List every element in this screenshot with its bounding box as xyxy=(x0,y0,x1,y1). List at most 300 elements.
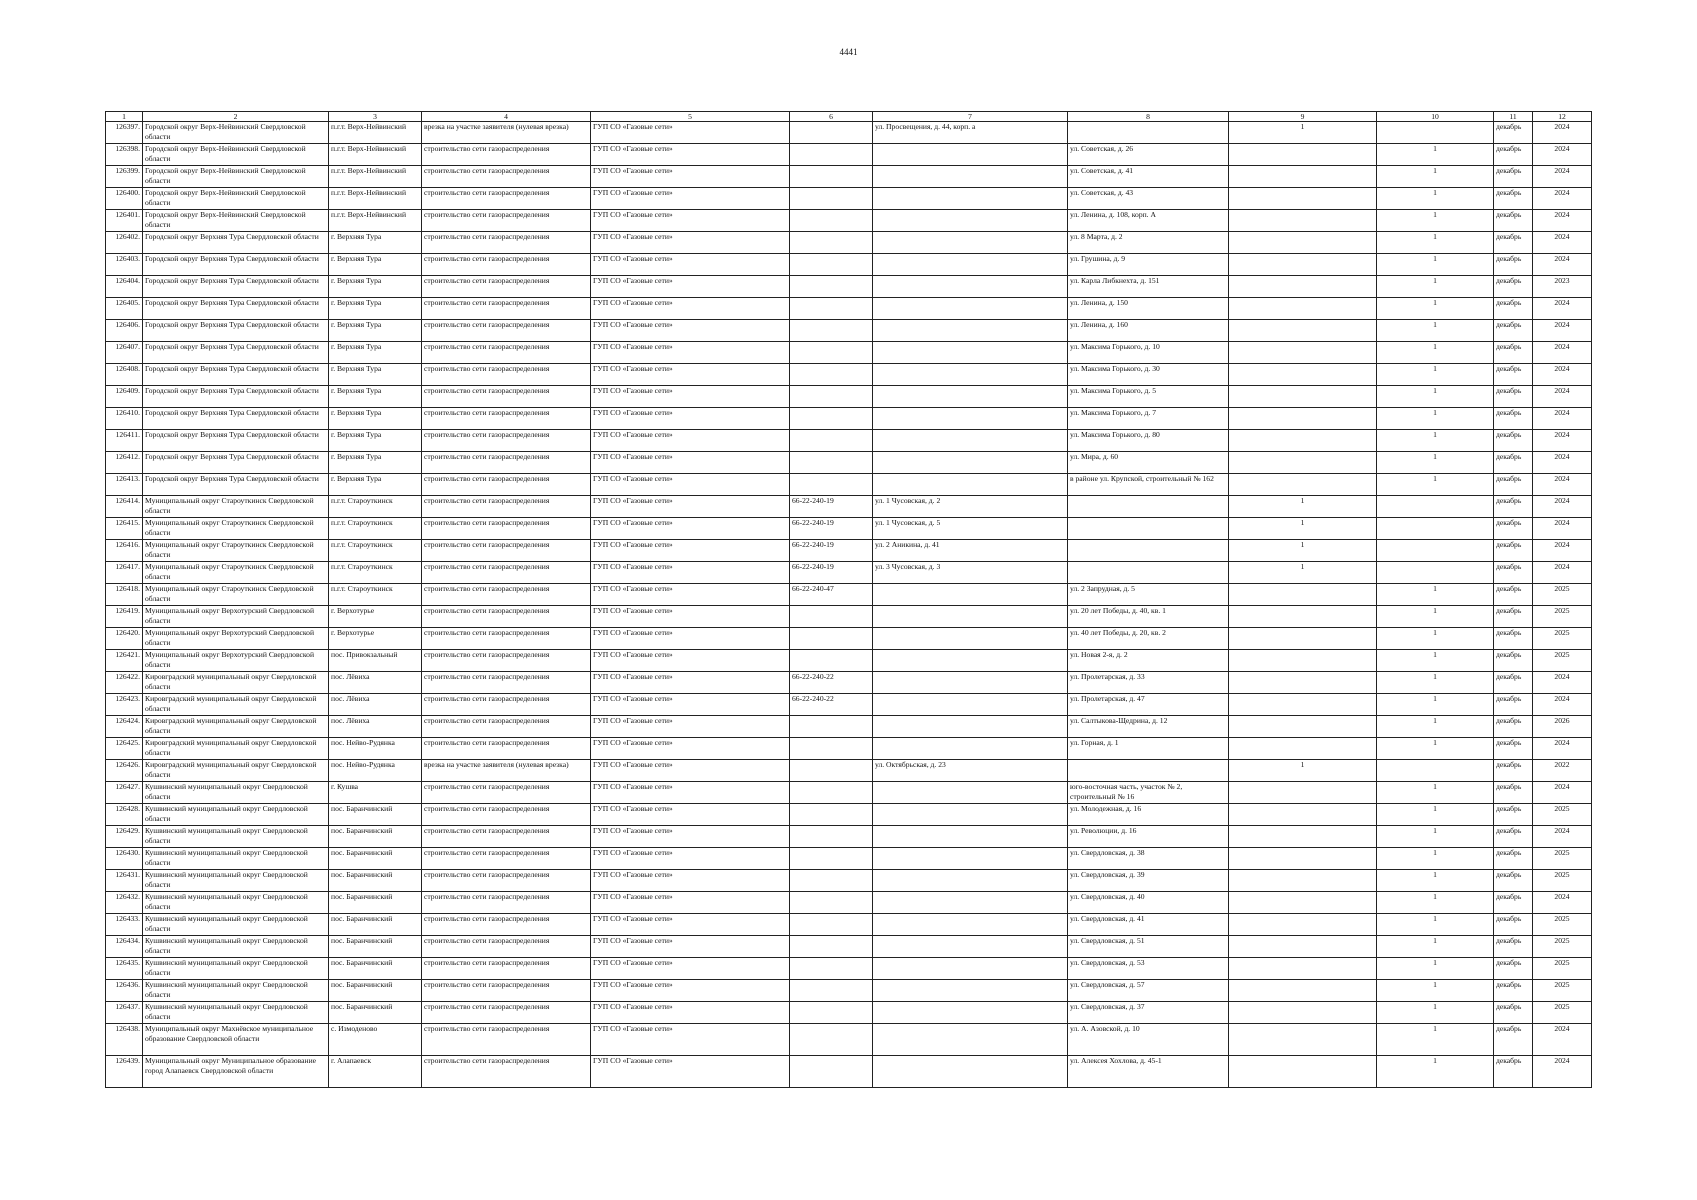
month-cell: декабрь xyxy=(1494,980,1533,1002)
code-cell xyxy=(790,1024,873,1056)
count-col9-cell xyxy=(1229,738,1377,760)
locality-cell: п.г.т. Верх-Нейвинский xyxy=(329,122,422,144)
work-type-cell: строительство сети газораспределения xyxy=(422,1024,591,1056)
count-col10-cell: 1 xyxy=(1377,980,1494,1002)
municipality-cell: Городской округ Верхняя Тура Свердловской области xyxy=(143,342,329,364)
locality-cell: пос. Нейво-Рудянка xyxy=(329,760,422,782)
table-row xyxy=(106,628,1592,650)
row-number: 126435. xyxy=(106,958,143,980)
row-number: 126425. xyxy=(106,738,143,760)
row-number: 126397. xyxy=(106,122,143,144)
locality-cell: п.г.т. Староуткинск xyxy=(329,540,422,562)
row-number: 126420. xyxy=(106,628,143,650)
table-row xyxy=(106,870,1592,892)
code-cell xyxy=(790,650,873,672)
work-type-cell: строительство сети газораспределения xyxy=(422,540,591,562)
locality-cell: г. Верхняя Тура xyxy=(329,408,422,430)
code-cell xyxy=(790,188,873,210)
operator-cell: ГУП СО «Газовые сети» xyxy=(591,474,790,496)
operator-cell: ГУП СО «Газовые сети» xyxy=(591,1056,790,1088)
work-type-cell: строительство сети газораспределения xyxy=(422,166,591,188)
address-col7-cell xyxy=(873,650,1068,672)
locality-cell: пос. Привокзальный xyxy=(329,650,422,672)
municipality-cell: Кировградский муниципальный округ Свердловской области xyxy=(143,694,329,716)
row-number: 126413. xyxy=(106,474,143,496)
address-col7-cell xyxy=(873,144,1068,166)
address-col8-cell: ул. Ленина, д. 150 xyxy=(1068,298,1229,320)
month-cell: декабрь xyxy=(1494,320,1533,342)
municipality-cell: Городской округ Верхняя Тура Свердловской области xyxy=(143,474,329,496)
count-col9-cell: 1 xyxy=(1229,760,1377,782)
work-type-cell: строительство сети газораспределения xyxy=(422,188,591,210)
year-cell: 2025 xyxy=(1533,650,1592,672)
work-type-cell: строительство сети газораспределения xyxy=(422,870,591,892)
month-cell: декабрь xyxy=(1494,892,1533,914)
count-col9-cell xyxy=(1229,364,1377,386)
municipality-cell: Кировградский муниципальный округ Свердловской области xyxy=(143,672,329,694)
code-cell xyxy=(790,892,873,914)
column-number: 8 xyxy=(1068,112,1229,122)
count-col9-cell: 1 xyxy=(1229,540,1377,562)
municipality-cell: Городской округ Верхняя Тура Свердловской области xyxy=(143,430,329,452)
year-cell: 2025 xyxy=(1533,606,1592,628)
column-number: 12 xyxy=(1533,112,1592,122)
operator-cell: ГУП СО «Газовые сети» xyxy=(591,166,790,188)
operator-cell: ГУП СО «Газовые сети» xyxy=(591,914,790,936)
table-row xyxy=(106,188,1592,210)
locality-cell: г. Верхняя Тура xyxy=(329,276,422,298)
work-type-cell: строительство сети газораспределения xyxy=(422,826,591,848)
month-cell: декабрь xyxy=(1494,870,1533,892)
table-row xyxy=(106,430,1592,452)
count-col9-cell: 1 xyxy=(1229,562,1377,584)
row-number: 126426. xyxy=(106,760,143,782)
address-col8-cell: ул. 2 Запрудная, д. 5 xyxy=(1068,584,1229,606)
code-cell xyxy=(790,848,873,870)
register-body xyxy=(106,112,1592,1088)
operator-cell: ГУП СО «Газовые сети» xyxy=(591,364,790,386)
code-cell xyxy=(790,826,873,848)
locality-cell: п.г.т. Староуткинск xyxy=(329,562,422,584)
year-cell: 2024 xyxy=(1533,210,1592,232)
row-number: 126431. xyxy=(106,870,143,892)
table-row xyxy=(106,320,1592,342)
work-type-cell: строительство сети газораспределения xyxy=(422,276,591,298)
operator-cell: ГУП СО «Газовые сети» xyxy=(591,452,790,474)
locality-cell: г. Верхняя Тура xyxy=(329,386,422,408)
count-col9-cell xyxy=(1229,232,1377,254)
operator-cell: ГУП СО «Газовые сети» xyxy=(591,122,790,144)
month-cell: декабрь xyxy=(1494,804,1533,826)
count-col9-cell xyxy=(1229,848,1377,870)
count-col9-cell xyxy=(1229,474,1377,496)
count-col10-cell: 1 xyxy=(1377,914,1494,936)
year-cell: 2024 xyxy=(1533,166,1592,188)
work-type-cell: строительство сети газораспределения xyxy=(422,386,591,408)
address-col7-cell xyxy=(873,430,1068,452)
count-col10-cell: 1 xyxy=(1377,320,1494,342)
locality-cell: п.г.т. Верх-Нейвинский xyxy=(329,188,422,210)
month-cell: декабрь xyxy=(1494,694,1533,716)
year-cell: 2025 xyxy=(1533,1002,1592,1024)
row-number: 126402. xyxy=(106,232,143,254)
count-col10-cell: 1 xyxy=(1377,232,1494,254)
locality-cell: пос. Баранчинский xyxy=(329,1002,422,1024)
address-col7-cell: ул. 1 Чусовская, д. 5 xyxy=(873,518,1068,540)
address-col7-cell: ул. 3 Чусовская, д. 3 xyxy=(873,562,1068,584)
row-number: 126411. xyxy=(106,430,143,452)
count-col9-cell xyxy=(1229,188,1377,210)
work-type-cell: строительство сети газораспределения xyxy=(422,1002,591,1024)
code-cell: 66-22-240-22 xyxy=(790,672,873,694)
operator-cell: ГУП СО «Газовые сети» xyxy=(591,936,790,958)
month-cell: декабрь xyxy=(1494,958,1533,980)
address-col8-cell: ул. Максима Горького, д. 5 xyxy=(1068,386,1229,408)
table-row xyxy=(106,804,1592,826)
year-cell: 2024 xyxy=(1533,320,1592,342)
operator-cell: ГУП СО «Газовые сети» xyxy=(591,958,790,980)
code-cell xyxy=(790,1056,873,1088)
year-cell: 2024 xyxy=(1533,408,1592,430)
address-col8-cell xyxy=(1068,540,1229,562)
address-col8-cell: ул. Карла Либкнехта, д. 151 xyxy=(1068,276,1229,298)
year-cell: 2024 xyxy=(1533,782,1592,804)
locality-cell: пос. Баранчинский xyxy=(329,804,422,826)
year-cell: 2024 xyxy=(1533,672,1592,694)
count-col10-cell: 1 xyxy=(1377,650,1494,672)
municipality-cell: Кушвинский муниципальный округ Свердловской области xyxy=(143,958,329,980)
count-col9-cell xyxy=(1229,672,1377,694)
address-col7-cell xyxy=(873,870,1068,892)
municipality-cell: Муниципальный округ Староуткинск Свердловской области xyxy=(143,540,329,562)
locality-cell: г. Кушва xyxy=(329,782,422,804)
row-number: 126406. xyxy=(106,320,143,342)
municipality-cell: Кушвинский муниципальный округ Свердловской области xyxy=(143,804,329,826)
work-type-cell: строительство сети газораспределения xyxy=(422,914,591,936)
code-cell xyxy=(790,738,873,760)
count-col10-cell: 1 xyxy=(1377,166,1494,188)
operator-cell: ГУП СО «Газовые сети» xyxy=(591,496,790,518)
code-cell xyxy=(790,804,873,826)
operator-cell: ГУП СО «Газовые сети» xyxy=(591,254,790,276)
address-col8-cell: ул. Советская, д. 41 xyxy=(1068,166,1229,188)
count-col9-cell xyxy=(1229,804,1377,826)
municipality-cell: Городской округ Верхняя Тура Свердловской области xyxy=(143,452,329,474)
row-number: 126408. xyxy=(106,364,143,386)
address-col7-cell xyxy=(873,914,1068,936)
address-col7-cell xyxy=(873,474,1068,496)
count-col9-cell xyxy=(1229,144,1377,166)
year-cell: 2025 xyxy=(1533,804,1592,826)
work-type-cell: строительство сети газораспределения xyxy=(422,342,591,364)
operator-cell: ГУП СО «Газовые сети» xyxy=(591,980,790,1002)
work-type-cell: строительство сети газораспределения xyxy=(422,738,591,760)
month-cell: декабрь xyxy=(1494,826,1533,848)
count-col10-cell: 1 xyxy=(1377,628,1494,650)
locality-cell: п.г.т. Верх-Нейвинский xyxy=(329,210,422,232)
count-col10-cell: 1 xyxy=(1377,430,1494,452)
address-col7-cell xyxy=(873,848,1068,870)
table-row xyxy=(106,386,1592,408)
locality-cell: пос. Баранчинский xyxy=(329,914,422,936)
month-cell: декабрь xyxy=(1494,276,1533,298)
year-cell: 2025 xyxy=(1533,848,1592,870)
operator-cell: ГУП СО «Газовые сети» xyxy=(591,188,790,210)
count-col9-cell xyxy=(1229,210,1377,232)
count-col10-cell: 1 xyxy=(1377,386,1494,408)
register-table xyxy=(105,111,1592,1088)
code-cell xyxy=(790,408,873,430)
month-cell: декабрь xyxy=(1494,496,1533,518)
count-col10-cell: 1 xyxy=(1377,936,1494,958)
municipality-cell: Кушвинский муниципальный округ Свердловской области xyxy=(143,914,329,936)
table-row xyxy=(106,606,1592,628)
month-cell: декабрь xyxy=(1494,364,1533,386)
work-type-cell: строительство сети газораспределения xyxy=(422,716,591,738)
code-cell: 66-22-240-19 xyxy=(790,496,873,518)
row-number: 126404. xyxy=(106,276,143,298)
address-col8-cell: ул. Алексея Хохлова, д. 45-1 xyxy=(1068,1056,1229,1088)
locality-cell: пос. Лёвиха xyxy=(329,694,422,716)
address-col8-cell: ул. Свердловская, д. 41 xyxy=(1068,914,1229,936)
address-col8-cell: ул. Мира, д. 60 xyxy=(1068,452,1229,474)
table-row xyxy=(106,1002,1592,1024)
operator-cell: ГУП СО «Газовые сети» xyxy=(591,1002,790,1024)
address-col8-cell: ул. Свердловская, д. 53 xyxy=(1068,958,1229,980)
column-number: 1 xyxy=(106,112,143,122)
municipality-cell: Городской округ Верх-Нейвинский Свердловской области xyxy=(143,122,329,144)
month-cell: декабрь xyxy=(1494,122,1533,144)
table-row xyxy=(106,738,1592,760)
locality-cell: г. Верхняя Тура xyxy=(329,342,422,364)
count-col9-cell xyxy=(1229,430,1377,452)
table-row xyxy=(106,562,1592,584)
count-col10-cell xyxy=(1377,518,1494,540)
month-cell: декабрь xyxy=(1494,210,1533,232)
row-number: 126415. xyxy=(106,518,143,540)
operator-cell: ГУП СО «Газовые сети» xyxy=(591,782,790,804)
municipality-cell: Муниципальный округ Верхотурский Свердловской области xyxy=(143,606,329,628)
count-col10-cell: 1 xyxy=(1377,408,1494,430)
municipality-cell: Городской округ Верхняя Тура Свердловской области xyxy=(143,232,329,254)
code-cell xyxy=(790,452,873,474)
count-col10-cell: 1 xyxy=(1377,958,1494,980)
count-col10-cell: 1 xyxy=(1377,870,1494,892)
count-col10-cell xyxy=(1377,540,1494,562)
row-number: 126434. xyxy=(106,936,143,958)
work-type-cell: строительство сети газораспределения xyxy=(422,254,591,276)
work-type-cell: строительство сети газораспределения xyxy=(422,320,591,342)
operator-cell: ГУП СО «Газовые сети» xyxy=(591,716,790,738)
count-col10-cell xyxy=(1377,496,1494,518)
operator-cell: ГУП СО «Газовые сети» xyxy=(591,848,790,870)
address-col7-cell xyxy=(873,628,1068,650)
address-col8-cell: ул. Революции, д. 16 xyxy=(1068,826,1229,848)
address-col8-cell: юго-восточная часть, участок № 2, строительный № 16 xyxy=(1068,782,1229,804)
year-cell: 2024 xyxy=(1533,540,1592,562)
locality-cell: пос. Баранчинский xyxy=(329,870,422,892)
address-col8-cell: ул. Грушина, д. 9 xyxy=(1068,254,1229,276)
month-cell: декабрь xyxy=(1494,188,1533,210)
year-cell: 2024 xyxy=(1533,892,1592,914)
address-col7-cell xyxy=(873,232,1068,254)
page-number: 4441 xyxy=(839,47,858,57)
municipality-cell: Городской округ Верхняя Тура Свердловской области xyxy=(143,320,329,342)
year-cell: 2024 xyxy=(1533,298,1592,320)
address-col7-cell xyxy=(873,254,1068,276)
code-cell xyxy=(790,364,873,386)
count-col9-cell xyxy=(1229,1024,1377,1056)
table-row xyxy=(106,782,1592,804)
table-row xyxy=(106,166,1592,188)
table-row xyxy=(106,980,1592,1002)
year-cell: 2024 xyxy=(1533,562,1592,584)
address-col7-cell: ул. 2 Аникина, д. 41 xyxy=(873,540,1068,562)
count-col10-cell xyxy=(1377,122,1494,144)
year-cell: 2025 xyxy=(1533,914,1592,936)
code-cell xyxy=(790,1002,873,1024)
address-col8-cell: ул. А. Азовской, д. 10 xyxy=(1068,1024,1229,1056)
locality-cell: пос. Баранчинский xyxy=(329,958,422,980)
year-cell: 2024 xyxy=(1533,694,1592,716)
municipality-cell: Кировградский муниципальный округ Свердловской области xyxy=(143,760,329,782)
year-cell: 2024 xyxy=(1533,364,1592,386)
year-cell: 2025 xyxy=(1533,584,1592,606)
row-number: 126433. xyxy=(106,914,143,936)
month-cell: декабрь xyxy=(1494,584,1533,606)
operator-cell: ГУП СО «Газовые сети» xyxy=(591,210,790,232)
work-type-cell: строительство сети газораспределения xyxy=(422,628,591,650)
count-col10-cell: 1 xyxy=(1377,782,1494,804)
year-cell: 2024 xyxy=(1533,518,1592,540)
operator-cell: ГУП СО «Газовые сети» xyxy=(591,562,790,584)
operator-cell: ГУП СО «Газовые сети» xyxy=(591,738,790,760)
count-col9-cell xyxy=(1229,320,1377,342)
code-cell xyxy=(790,232,873,254)
code-cell xyxy=(790,958,873,980)
row-number: 126409. xyxy=(106,386,143,408)
column-number: 9 xyxy=(1229,112,1377,122)
year-cell: 2024 xyxy=(1533,452,1592,474)
work-type-cell: строительство сети газораспределения xyxy=(422,980,591,1002)
operator-cell: ГУП СО «Газовые сети» xyxy=(591,694,790,716)
count-col9-cell xyxy=(1229,716,1377,738)
year-cell: 2024 xyxy=(1533,254,1592,276)
year-cell: 2024 xyxy=(1533,188,1592,210)
row-number: 126438. xyxy=(106,1024,143,1056)
month-cell: декабрь xyxy=(1494,628,1533,650)
column-number: 4 xyxy=(422,112,591,122)
row-number: 126430. xyxy=(106,848,143,870)
municipality-cell: Муниципальный округ Староуткинск Свердловской области xyxy=(143,584,329,606)
month-cell: декабрь xyxy=(1494,1002,1533,1024)
work-type-cell: строительство сети газораспределения xyxy=(422,672,591,694)
locality-cell: г. Верхняя Тура xyxy=(329,364,422,386)
address-col8-cell xyxy=(1068,562,1229,584)
year-cell: 2024 xyxy=(1533,342,1592,364)
count-col10-cell xyxy=(1377,562,1494,584)
code-cell xyxy=(790,122,873,144)
count-col10-cell: 1 xyxy=(1377,254,1494,276)
operator-cell: ГУП СО «Газовые сети» xyxy=(591,826,790,848)
address-col8-cell: ул. Ленина, д. 160 xyxy=(1068,320,1229,342)
count-col10-cell xyxy=(1377,760,1494,782)
locality-cell: г. Верхняя Тура xyxy=(329,298,422,320)
column-number: 2 xyxy=(143,112,329,122)
operator-cell: ГУП СО «Газовые сети» xyxy=(591,870,790,892)
month-cell: декабрь xyxy=(1494,254,1533,276)
year-cell: 2022 xyxy=(1533,760,1592,782)
address-col7-cell xyxy=(873,166,1068,188)
count-col10-cell: 1 xyxy=(1377,144,1494,166)
row-number: 126407. xyxy=(106,342,143,364)
count-col10-cell: 1 xyxy=(1377,210,1494,232)
address-col7-cell: ул. Просвещения, д. 44, корп. а xyxy=(873,122,1068,144)
locality-cell: г. Верхняя Тура xyxy=(329,474,422,496)
address-col8-cell: ул. Свердловская, д. 37 xyxy=(1068,1002,1229,1024)
count-col9-cell xyxy=(1229,628,1377,650)
work-type-cell: строительство сети газораспределения xyxy=(422,298,591,320)
operator-cell: ГУП СО «Газовые сети» xyxy=(591,650,790,672)
count-col9-cell xyxy=(1229,386,1377,408)
address-col8-cell: ул. 20 лет Победы, д. 40, кв. 1 xyxy=(1068,606,1229,628)
count-col10-cell: 1 xyxy=(1377,606,1494,628)
row-number: 126412. xyxy=(106,452,143,474)
row-number: 126410. xyxy=(106,408,143,430)
municipality-cell: Кушвинский муниципальный округ Свердловской области xyxy=(143,848,329,870)
operator-cell: ГУП СО «Газовые сети» xyxy=(591,298,790,320)
year-cell: 2024 xyxy=(1533,232,1592,254)
count-col9-cell xyxy=(1229,826,1377,848)
work-type-cell: строительство сети газораспределения xyxy=(422,452,591,474)
count-col9-cell xyxy=(1229,298,1377,320)
locality-cell: с. Измоденово xyxy=(329,1024,422,1056)
locality-cell: п.г.т. Староуткинск xyxy=(329,584,422,606)
table-row xyxy=(106,254,1592,276)
row-number: 126401. xyxy=(106,210,143,232)
address-col7-cell xyxy=(873,892,1068,914)
address-col7-cell xyxy=(873,342,1068,364)
table-row xyxy=(106,936,1592,958)
locality-cell: пос. Лёвиха xyxy=(329,672,422,694)
work-type-cell: строительство сети газораспределения xyxy=(422,606,591,628)
month-cell: декабрь xyxy=(1494,518,1533,540)
year-cell: 2025 xyxy=(1533,980,1592,1002)
code-cell xyxy=(790,760,873,782)
code-cell xyxy=(790,254,873,276)
address-col7-cell xyxy=(873,1002,1068,1024)
address-col7-cell xyxy=(873,804,1068,826)
locality-cell: г. Верхняя Тура xyxy=(329,320,422,342)
year-cell: 2026 xyxy=(1533,716,1592,738)
column-number: 11 xyxy=(1494,112,1533,122)
table-row xyxy=(106,672,1592,694)
municipality-cell: Городской округ Верхняя Тура Свердловской области xyxy=(143,276,329,298)
year-cell: 2024 xyxy=(1533,496,1592,518)
locality-cell: пос. Лёвиха xyxy=(329,716,422,738)
count-col9-cell xyxy=(1229,276,1377,298)
row-number: 126422. xyxy=(106,672,143,694)
year-cell: 2025 xyxy=(1533,870,1592,892)
address-col8-cell: ул. Пролетарская, д. 33 xyxy=(1068,672,1229,694)
count-col10-cell: 1 xyxy=(1377,1024,1494,1056)
table-row xyxy=(106,650,1592,672)
municipality-cell: Кушвинский муниципальный округ Свердловской области xyxy=(143,782,329,804)
year-cell: 2025 xyxy=(1533,628,1592,650)
code-cell xyxy=(790,980,873,1002)
address-col8-cell xyxy=(1068,122,1229,144)
month-cell: декабрь xyxy=(1494,914,1533,936)
